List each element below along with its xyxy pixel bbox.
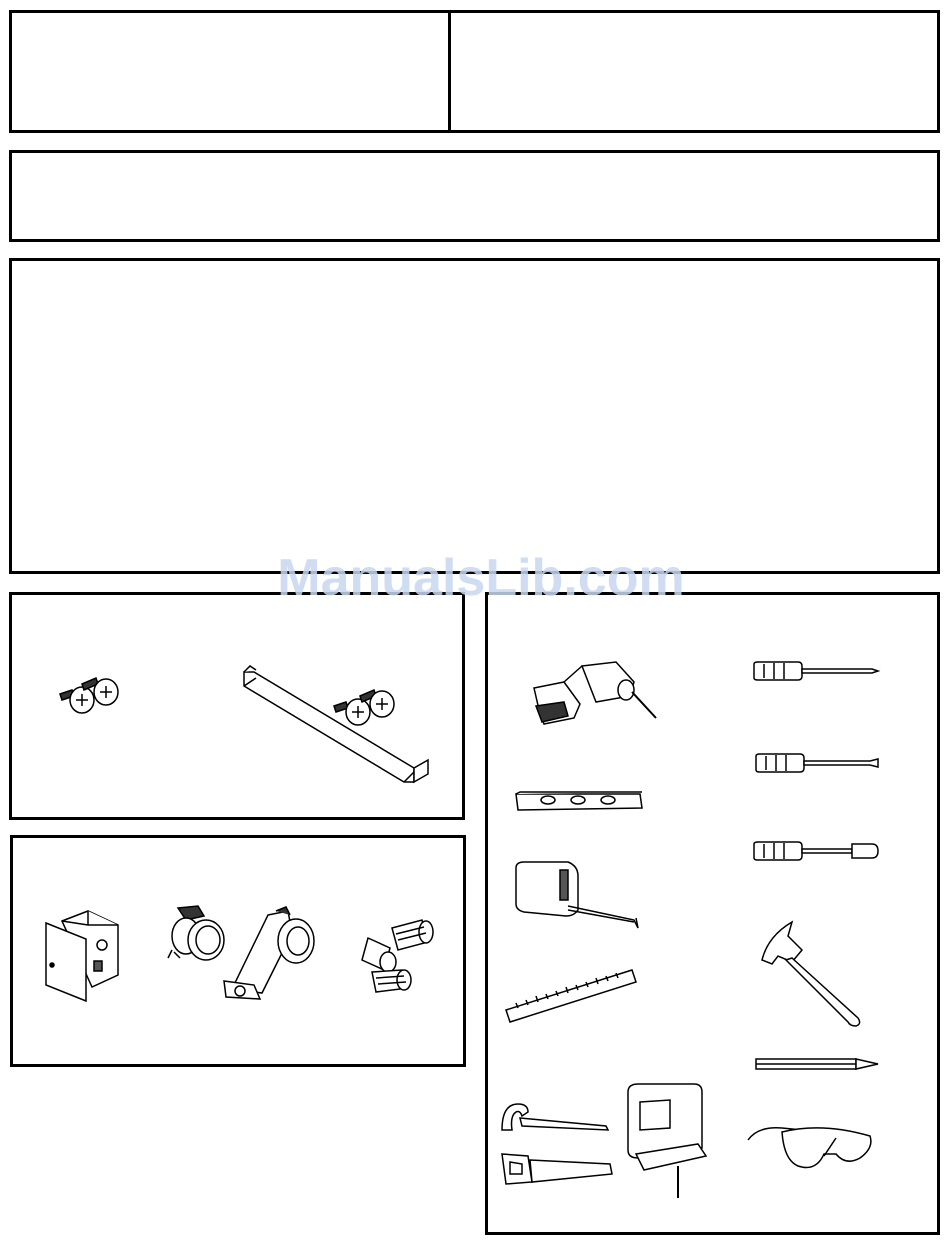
banner-panel xyxy=(9,150,940,242)
keyhole-saw-icon xyxy=(498,1100,614,1136)
conduit-elbow-connector-icon xyxy=(218,905,318,1005)
flat-screwdriver-icon xyxy=(754,752,882,774)
wire-nuts-icon xyxy=(362,918,442,994)
instructions-panel xyxy=(9,258,940,574)
level-icon xyxy=(514,790,644,814)
phillips-screwdriver-icon xyxy=(752,660,880,682)
power-drill-icon xyxy=(526,658,662,726)
hand-saw-icon xyxy=(498,1148,618,1188)
jigsaw-icon xyxy=(620,1082,710,1202)
screws-icon xyxy=(50,672,130,722)
nut-driver-icon xyxy=(752,838,882,864)
tape-measure-icon xyxy=(512,858,646,930)
safety-glasses-icon xyxy=(746,1118,876,1174)
watermark-text: ManualsLib.com xyxy=(277,549,685,607)
ruler-icon xyxy=(504,966,640,1022)
pencil-icon xyxy=(754,1056,882,1072)
header-right-panel xyxy=(448,10,940,133)
header-left-panel xyxy=(9,10,451,133)
bracket-screws-icon xyxy=(330,684,410,734)
hammer-icon xyxy=(756,920,866,1026)
junction-box-icon xyxy=(42,905,124,1001)
